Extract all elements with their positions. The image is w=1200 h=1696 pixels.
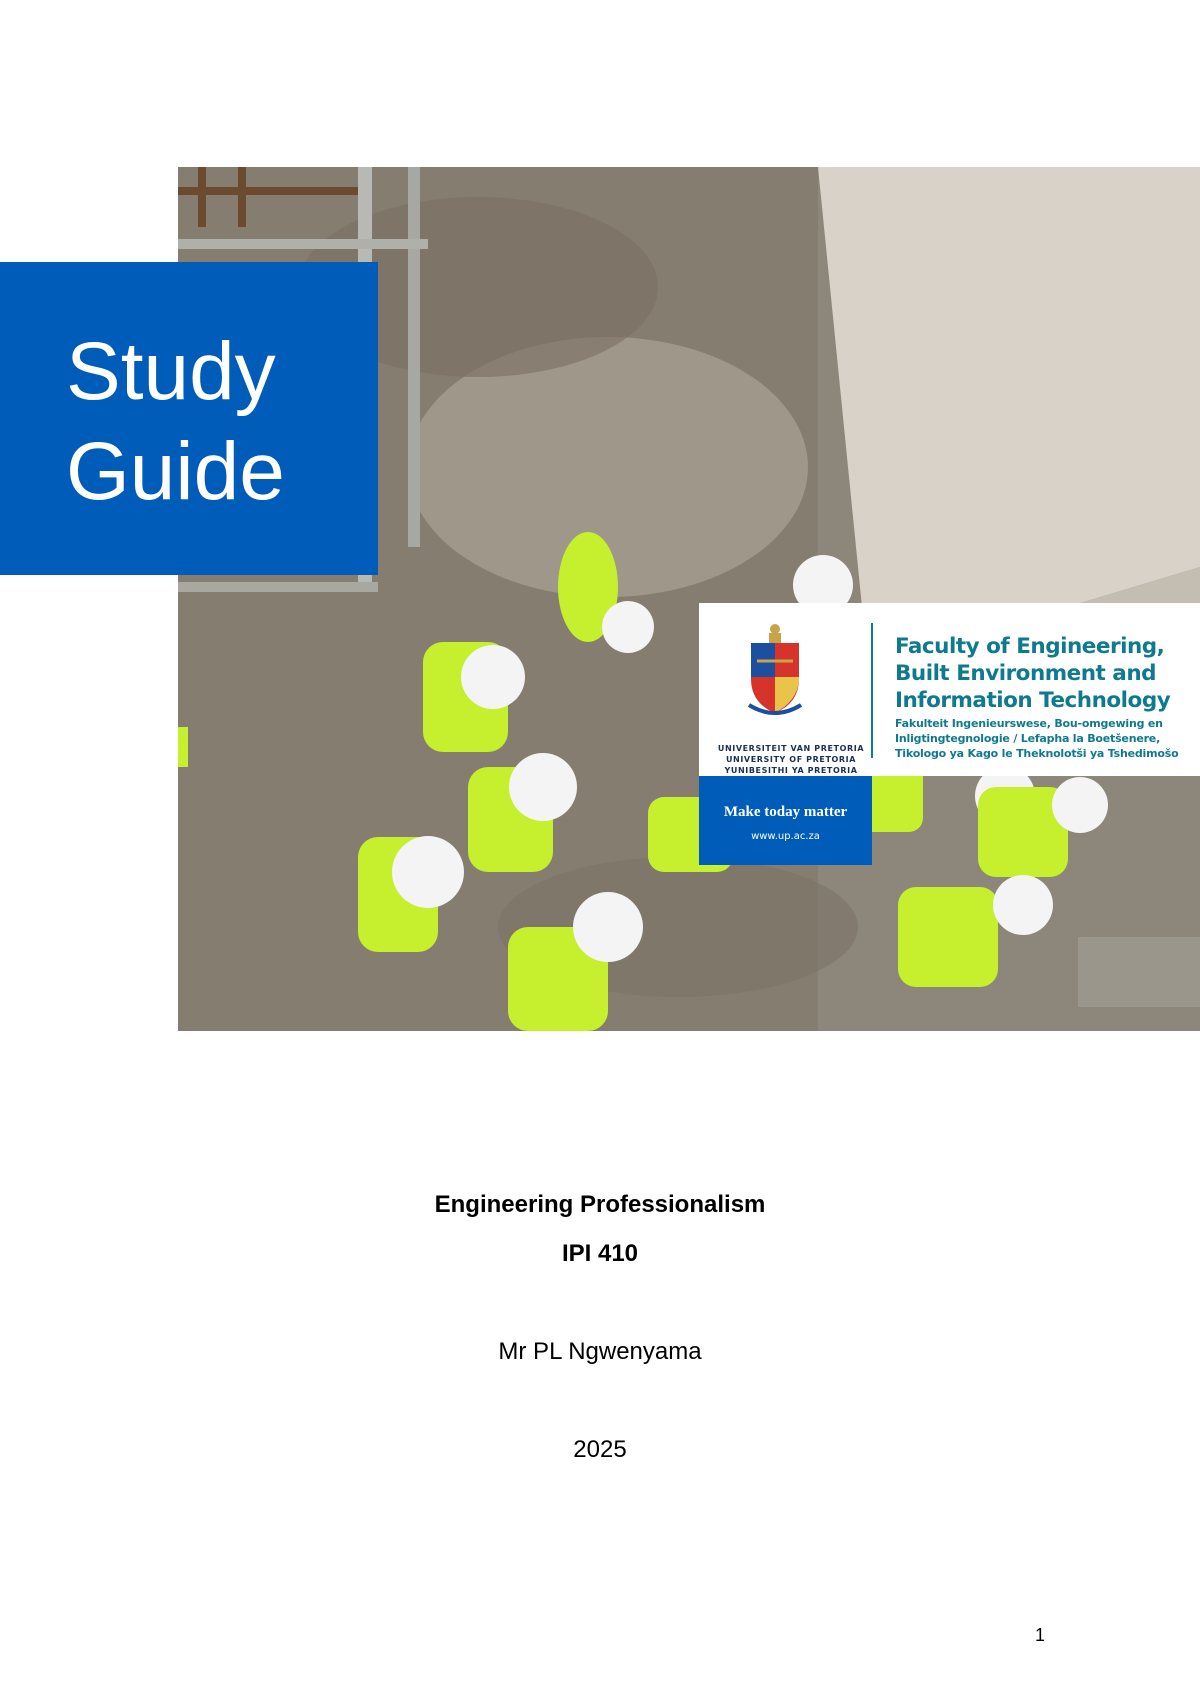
faculty-af-line-3: Tikologo ya Kago le Theknolotši ya Tshedimošo [895, 747, 1179, 760]
faculty-af-line-1: Fakulteit Ingenieurswese, Bou-omgewing en [895, 717, 1163, 730]
course-title: Engineering Professionalism [434, 1191, 766, 1218]
slogan-text: Make today matter [723, 804, 848, 820]
faculty-card [699, 603, 1200, 776]
publication-year: 2025 [573, 1436, 627, 1463]
course-code: IPI 410 [561, 1240, 639, 1267]
uni-name-afrikaans: UNIVERSITEIT VAN PRETORIA [717, 744, 865, 753]
study-guide-title [66, 322, 285, 522]
faculty-af-line-2: Inligtingtegnologie / Lefapha la Boetšenere, [895, 732, 1161, 745]
university-url: www.up.ac.za [751, 831, 820, 842]
faculty-name-translations [895, 716, 1195, 761]
faculty-en-line-3: Information Technology [895, 688, 1171, 713]
lecturer-name: Mr PL Ngwenyama [498, 1338, 702, 1365]
faculty-name-english [895, 633, 1195, 714]
faculty-en-line-1: Faculty of Engineering, [895, 634, 1165, 659]
study-title-line-1: Study [66, 326, 276, 417]
uni-name-sepedi: YUNIBESITHI YA PRETORIA [724, 766, 858, 775]
slogan-box [699, 776, 872, 865]
faculty-en-line-2: Built Environment and [895, 661, 1157, 686]
uni-name-english: UNIVERSITY OF PRETORIA [725, 755, 857, 764]
page-number: 1 [1035, 1625, 1046, 1645]
logo-divider [871, 623, 873, 758]
study-title-line-2: Guide [66, 426, 285, 517]
university-crest [715, 621, 865, 775]
crest-icon [747, 621, 803, 721]
